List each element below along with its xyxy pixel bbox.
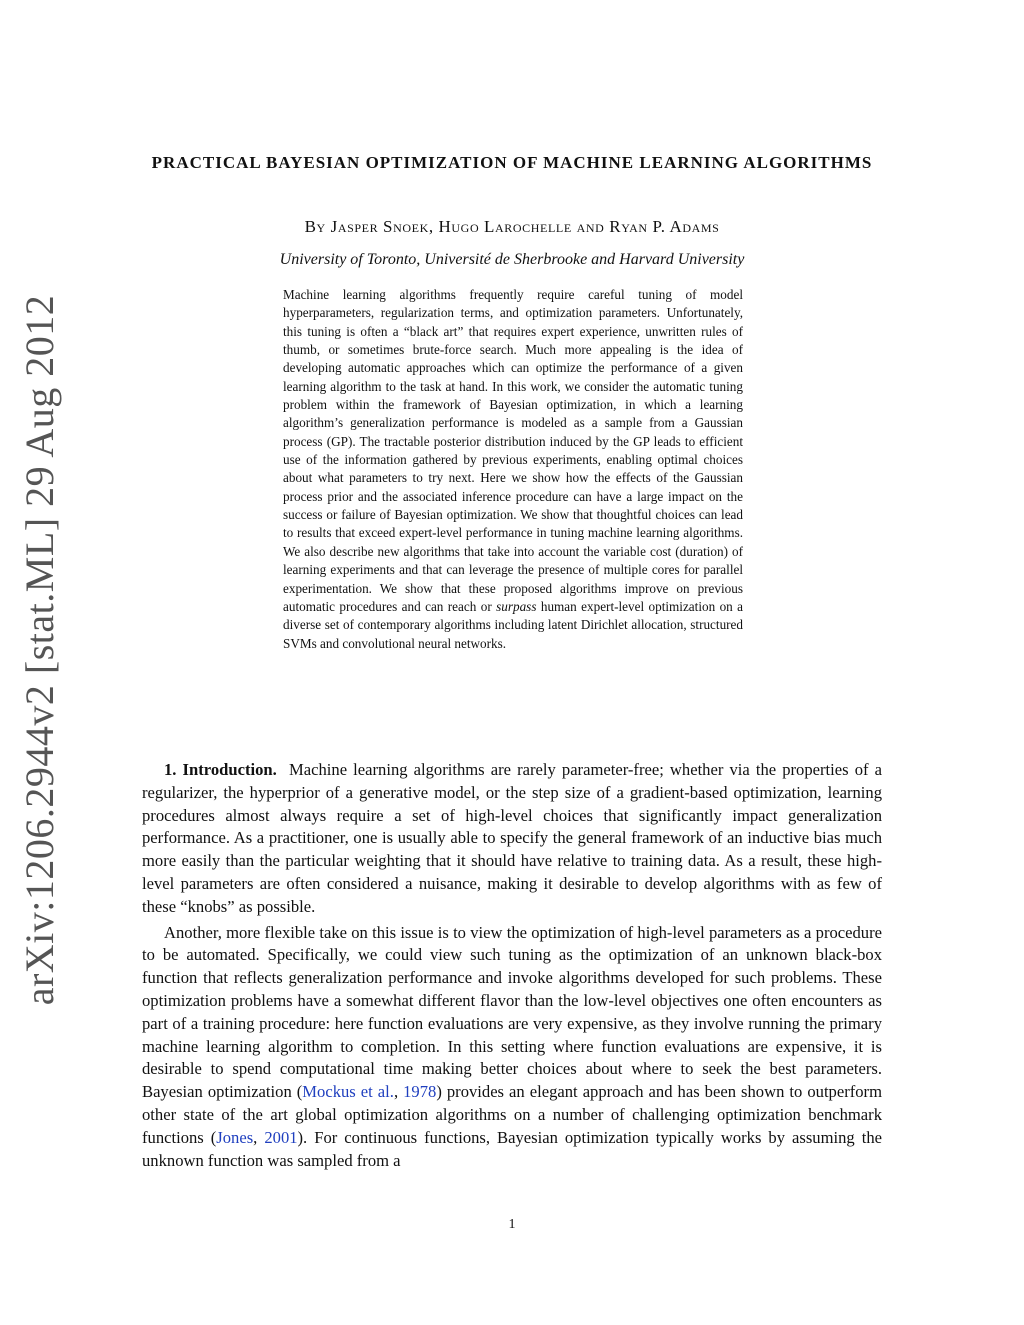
- affiliations: University of Toronto, Université de Sherbrooke and Harvard University: [279, 251, 745, 268]
- intro-paragraph-1: [142, 759, 882, 919]
- abstract-emphasis: surpass: [496, 598, 537, 614]
- citation-link-jones-year[interactable]: 2001: [264, 1127, 298, 1147]
- intro-text-2c: ). For continuous functions, Bayesian optimization typically works by assuming the unknown function was sampled from a: [142, 1127, 882, 1170]
- citation-link-mockus[interactable]: Mockus et al.: [302, 1082, 394, 1102]
- intro-text-2b: ) provides an elegant approach and has been shown to outperform other state of the art global optimization algorithms on a number of challenging optimization benchmark functions (: [142, 1082, 882, 1147]
- section-heading: 1. Introduction.: [164, 760, 277, 779]
- citation-link-mockus-year[interactable]: 1978: [403, 1082, 437, 1102]
- intro-paragraph-2: [142, 922, 882, 1173]
- author-list: By Jasper Snoek, Hugo Larochelle and Ryan P. Adams: [304, 217, 720, 236]
- main-body: [142, 759, 882, 1172]
- citation-separator: ,: [393, 1082, 404, 1102]
- page-number: 1: [508, 1217, 516, 1232]
- intro-text-2a: Another, more flexible take on this issue is to view the optimization of high-level parameters as a procedure to be automated. Specifically, we could view such tuning as the optimization of an unknown black-box function that reflects generalization performance and invoke algorithms developed for such problems. These optimization problems have a somewhat different flavor than the low-level objectives one often encounters as part of a training procedure: here function evaluations are very expensive, as they involve running the primary machine learning algorithm to completion. In this setting where function evaluations are expensive, it is desirable to spend computational time making better choices about where to seek the best parameters. Bayesian optimization (: [142, 922, 882, 1102]
- abstract-text: Machine learning algorithms frequently require careful tuning of model hyperparameters, regularization terms, and optimization parameters. Unfortunately, this tuning is often a “black art” that requires expert experience, unwritten rules of thumb, or sometimes brute-force search. Much more appealing is the idea of developing automatic approaches which can optimize the performance of a given learning algorithm to the task at hand. In this work, we consider the automatic tuning problem within the framework of Bayesian optimization, in which a learning algorithm’s generalization performance is modeled as a sample from a Gaussian process (GP). The tractable posterior distribution induced by the GP leads to efficient use of the information gathered by previous experiments, enabling optimal choices about what parameters to try next. Here we show how the effects of the Gaussian process prior and the associated inference procedure can have a large impact on the success or failure of Bayesian optimization. We show that thoughtful choices can lead to results that exceed expert-level performance in tuning machine learning algorithms. We also describe new algorithms that take into account the variable cost (duration) of learning experiments and that can leverage the presence of multiple cores for parallel experimentation. We show that these proposed algorithms improve on previous automatic procedures and can reach or: [283, 287, 743, 614]
- intro-text-1: Machine learning algorithms are rarely parameter-free; whether via the properties of a regularizer, the hyperprior of a generative model, or the step size of a gradient-based optimization, learning procedures almost always require a set of high-level choices that significantly impact generalization performance. As a practitioner, one is usually able to specify the general framework of an inductive bias much more easily than the particular weighting that it should have relative to training data. As a result, these high-level parameters are often considered a nuisance, making it desirable to develop algorithms with as few of these “knobs” as possible.: [142, 760, 882, 916]
- citation-link-jones[interactable]: Jones: [216, 1127, 254, 1147]
- paper-title: PRACTICAL BAYESIAN OPTIMIZATION OF MACHINE LEARNING ALGORITHMS: [151, 153, 873, 172]
- abstract-text-end: human expert-level optimization on a diverse set of contemporary algorithms including latent Dirichlet allocation, structured SVMs and convolutional neural networks.: [283, 598, 744, 651]
- arxiv-identifier: arXiv:1206.2944v2 [stat.ML] 29 Aug 2012: [17, 294, 62, 1006]
- abstract: [283, 286, 743, 653]
- citation-separator: ,: [253, 1127, 265, 1147]
